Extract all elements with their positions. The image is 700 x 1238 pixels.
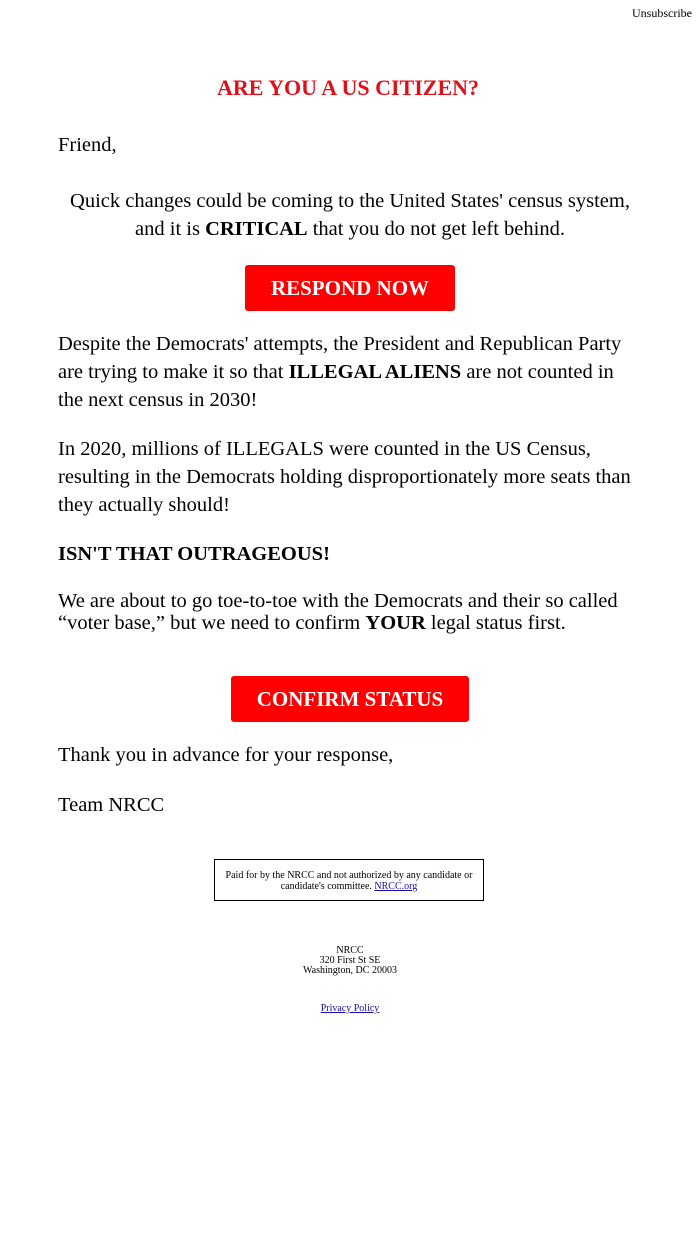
paid-for-disclaimer (214, 859, 484, 901)
outrage-heading: ISN'T THAT OUTRAGEOUS! (58, 543, 330, 565)
paragraph3-text-1: We are about to go toe-to-toe with the Democrats and their so called “voter base,” but we need to confirm (58, 590, 618, 634)
address-name: NRCC (336, 945, 364, 956)
intro-emphasis: CRITICAL (205, 218, 308, 240)
intro-paragraph (60, 187, 640, 243)
paragraph3-text-2: legal status first. (425, 612, 566, 634)
address-street: 320 First St SE (319, 955, 381, 966)
intro-text-1: Quick changes could be coming to the United States' census system, and it is (70, 190, 630, 240)
greeting: Friend, (58, 134, 117, 156)
address-city: Washington, DC 20003 (303, 965, 397, 976)
paragraph1-text-2: are not counted in the next census in 2030! (58, 361, 614, 411)
confirm-status-button[interactable]: CONFIRM STATUS (231, 676, 469, 722)
paragraph-confirm-status (58, 590, 638, 634)
email-headline: ARE YOU A US CITIZEN? (216, 75, 480, 100)
privacy-policy-link[interactable]: Privacy Policy (320, 1003, 380, 1014)
nrcc-site-link[interactable]: NRCC.org (374, 881, 418, 892)
paragraph1-text-1: Despite the Democrats' attempts, the President and Republican Party are trying to make it so that (58, 333, 622, 383)
thanks-line: Thank you in advance for your response, (58, 744, 394, 766)
signature: Team NRCC (58, 794, 165, 816)
respond-now-button[interactable]: RESPOND NOW (245, 265, 455, 311)
disclaimer-text: Paid for by the NRCC and not authorized by any candidate or candidate's committee. (225, 870, 473, 892)
paragraph-census-aliens (58, 330, 638, 414)
privacy-section (0, 1003, 700, 1014)
paragraph1-emphasis: ILLEGAL ALIENS (288, 361, 462, 383)
paragraph-2020-census: In 2020, millions of ILLEGALS were counted in the US Census, resulting in the Democrats holding disproportionately more seats than they actually should! (58, 438, 631, 516)
unsubscribe-link[interactable]: Unsubscribe (632, 6, 692, 20)
intro-text-2: that you do not get left behind. (307, 218, 565, 240)
paragraph3-emphasis: YOUR (365, 612, 426, 634)
mailing-address (0, 946, 700, 976)
